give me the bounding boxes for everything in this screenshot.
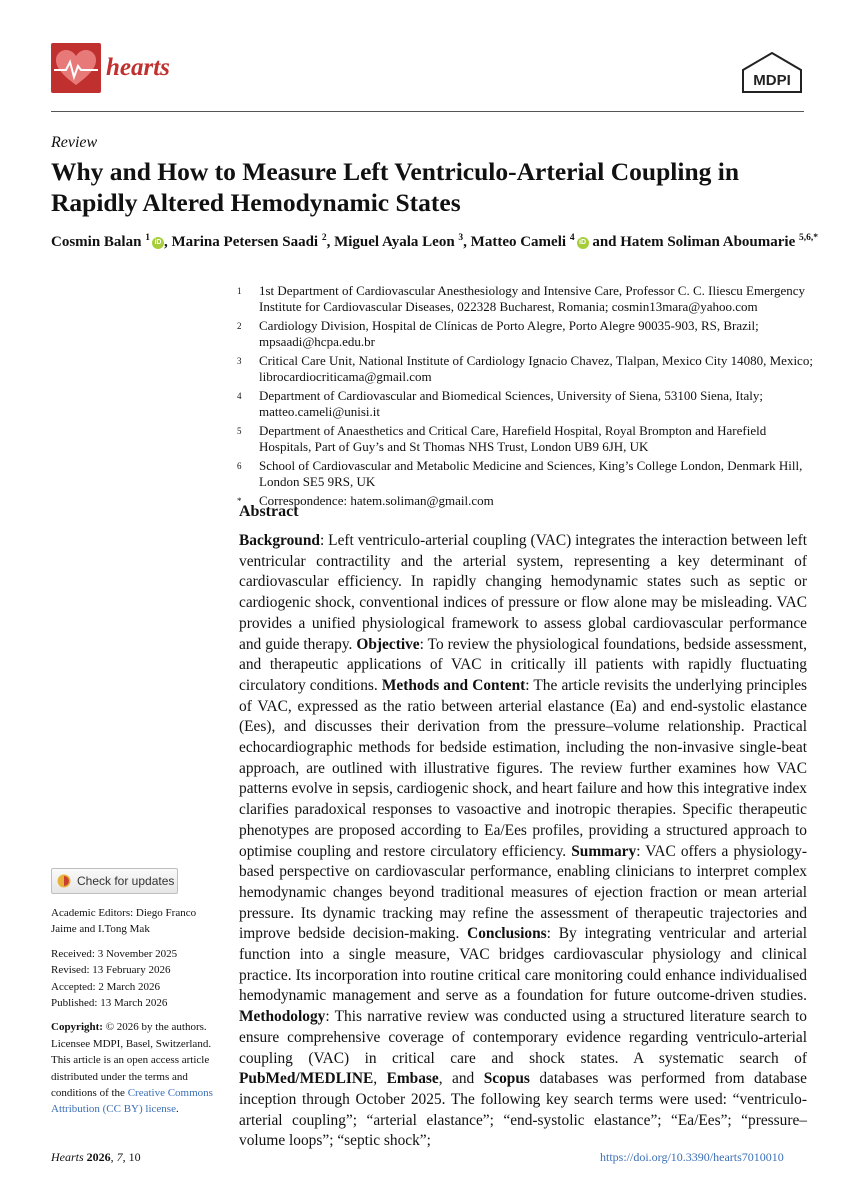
abstract-section-text: , [373,1070,387,1088]
abstract-section-label: Methodology [239,1008,326,1026]
abstract-section-text: : VAC offers a physiology-based perspective on cardiovascular performance, enabling clinicians to interpret complex hemodynamic changes beyond traditional measures of ejection fraction or mean arterial pressure. Its dynamic tracking may refine the assessment of therapeutic trajectories and improve bedside decision-making. [239,842,807,943]
affiliation-number: 2 [237,321,242,331]
article-title: Why and How to Measure Left Ventriculo-Arterial Coupling in Rapidly Altered Hemodynamic States [51,157,740,217]
abstract-section-label: Methods and Content [381,676,526,694]
affiliation-item [237,458,817,490]
affiliation-number: 6 [237,461,242,471]
abstract-section-label: Background [239,532,320,549]
affiliation-text: Correspondence: hatem.soliman@gmail.com [259,493,494,508]
abstract-section-text: : To review the physiological foundations, bedside assessment, and therapeutic applications of VAC in critically ill patients with rapidly fluctuating circulatory conditions. [239,635,807,694]
author-affiliation-mark: 1 [145,233,150,243]
orcid-icon[interactable]: iD [577,237,589,249]
affiliation-number: 5 [237,426,242,436]
abstract-section-label: Conclusions [467,925,547,943]
abstract-section-label: Scopus [483,1070,530,1088]
copyright-text: © 2026 by the authors. Licensee MDPI, Basel, Switzerland. This article is an open access article distributed under the terms and conditions of the [51,1021,212,1100]
article-type: Review [51,134,98,151]
footer-journal: Hearts [51,1150,84,1164]
abstract-section-text: : The article revisits the underlying principles of VAC, expressed as the ratio between arterial elastance (Ea) and end-systolic elastance (Ees), and discusses their derivation from the pressure–volume relationship. Practical echocardiographic methods for bedside estimation, including the non-invasive single-beat approach, are outlined with illustrative figures. The review further examines how VAC patterns evolve in sepsis, cardiogenic shock, and heart failure and how this integrative index clarifies paradoxical responses to vasoactive and inotropic therapies. Specific therapeutic phenotypes are proposed according to Ea/Ees profiles, providing a structured approach to optimise coupling and restore circulatory efficiency. [239,676,808,860]
footer-year: 2026 [86,1150,111,1164]
header-divider [51,111,804,112]
check-for-updates-button[interactable] [51,868,178,894]
affiliation-text: Cardiology Division, Hospital de Clínicas de Porto Alegre, Porto Alegre 90035-903, RS, Brazil; mpsaadi@hcpa.edu.br [259,318,759,349]
published-date: Published: 13 March 2026 [51,997,168,1010]
author-name: Hatem Soliman Aboumarie [620,234,796,250]
affiliation-text: Department of Cardiovascular and Biomedical Sciences, University of Siena, 53100 Siena, Italy; matteo.cameli@unisi.it [259,388,763,419]
abstract-section-text: : By integrating ventricular and arterial function into a single measure, VAC bridges cardiovascular physiology and clinical practice. Its incorporation into routine critical care monitoring could enhance individualised hemodynamic management and serve as a foundation for future outcome-driven studies. [239,925,807,1005]
author-name: Matteo Cameli [470,234,567,250]
author-separator: , [163,234,172,250]
doi-link[interactable]: https://doi.org/10.3390/hearts7010010 [600,1150,784,1164]
accepted-date: Accepted: 2 March 2026 [51,980,161,993]
affiliation-number: * [237,496,242,506]
footer-volume: 7 [116,1150,123,1164]
academic-editors: Academic Editors: Diego Franco Jaime and I.Tong Mak [51,907,197,936]
affiliation-item [237,283,817,315]
license-link[interactable]: Creative Commons Attribution (CC BY) license [51,1087,213,1116]
received-date: Received: 3 November 2025 [51,947,178,960]
heart-icon [51,43,101,93]
author-separator: and [588,234,621,250]
author-name: Marina Petersen Saadi [171,234,319,250]
abstract-section-text: databases was performed from database inception through October 2025. The following key search terms were used: “ventriculo-arterial coupling”; “arterial elastance”; “end-systolic elastance”; “Ea/Ees”; “pressure–volume loops”; “septic shock”; [239,1070,807,1150]
author-separator: , [463,234,471,250]
abstract-section-label: PubMed/MEDLINE [239,1070,374,1088]
author-list [51,233,821,251]
affiliation-text: Department of Anaesthetics and Critical Care, Harefield Hospital, Royal Brompton and Harefield Hospitals, Part of Guy’s and St Thomas NHS Trust, London UB9 6JH, UK [259,423,767,454]
author-affiliation-mark: 2 [321,233,327,243]
affiliation-text: 1st Department of Cardiovascular Anesthesiology and Intensive Care, Professor C. C. Iliescu Emergency Institute for Cardiovascular Diseases, 022328 Bucharest, Romania; cosmin13mara@yahoo.com [259,283,805,314]
abstract-body [239,531,807,1152]
footer-article-number: , 10 [122,1150,141,1164]
abstract-section-text: : This narrative review was conducted using a structured literature search to ensure comprehensive coverage of contemporary evidence regarding ventriculo-arterial coupling (VAC) in critical care and shock states. A systematic search of [239,1008,807,1067]
author-name: Miguel Ayala Leon [334,234,455,250]
license-end: . [175,1103,179,1116]
affiliation-item [237,318,817,350]
journal-name: hearts [106,54,170,81]
check-updates-icon [57,874,71,888]
abstract-section-text: : Left ventriculo-arterial coupling (VAC) integrates the interaction between left ventricular contractility and the arterial system, representing a key determinant of cardiovascular efficiency. In rapidly changing hemodynamic states such as septic or cardiogenic shock, conventional indices of pressure or flow alone may be misleading. VAC provides a unified physiological framework to assess global cardiovascular performance and guide therapy. [239,532,807,653]
revised-date: Revised: 13 February 2026 [51,964,171,977]
affiliation-number: 1 [237,286,242,296]
article-sidebar [51,905,221,1118]
author-separator: , [326,234,335,250]
affiliation-number: 4 [237,391,242,401]
affiliation-item [237,353,817,385]
affiliations [237,283,817,512]
author-affiliation-mark: 5,6,* [799,233,818,243]
mdpi-logo-icon [741,52,803,94]
abstract-section-text: , and [438,1070,484,1088]
author-affiliation-mark: 3 [458,233,464,243]
journal-logo [51,43,101,93]
orcid-icon[interactable]: iD [152,237,164,249]
affiliation-number: 3 [237,356,242,366]
affiliation-text: Critical Care Unit, National Institute of Cardiology Ignacio Chavez, Tlalpan, Mexico City 14080, Mexico; librocardiocriticama@gmail.com [259,353,813,384]
mdpi-logo-text: MDPI [753,72,791,89]
abstract-section-label: Objective [356,635,420,653]
citation-footer: Hearts 2026, 7, 10 [51,1150,141,1164]
copyright-notice [51,1019,221,1117]
check-updates-label: Check for updates [77,874,175,888]
author-name: Cosmin Balan [51,234,142,250]
abstract-section-label: Summary [571,842,637,860]
affiliation-item [237,388,817,420]
affiliation-item [237,423,817,455]
abstract-section-label: Embase [386,1070,439,1088]
author-affiliation-mark: 4 [569,233,575,243]
affiliation-item [237,493,817,509]
affiliation-text: School of Cardiovascular and Metabolic Medicine and Sciences, King’s College London, Denmark Hill, London SE5 9RS, UK [259,458,803,489]
copyright-label: Copyright: [51,1021,103,1034]
mdpi-logo [741,52,803,94]
abstract-heading: Abstract [239,503,299,520]
